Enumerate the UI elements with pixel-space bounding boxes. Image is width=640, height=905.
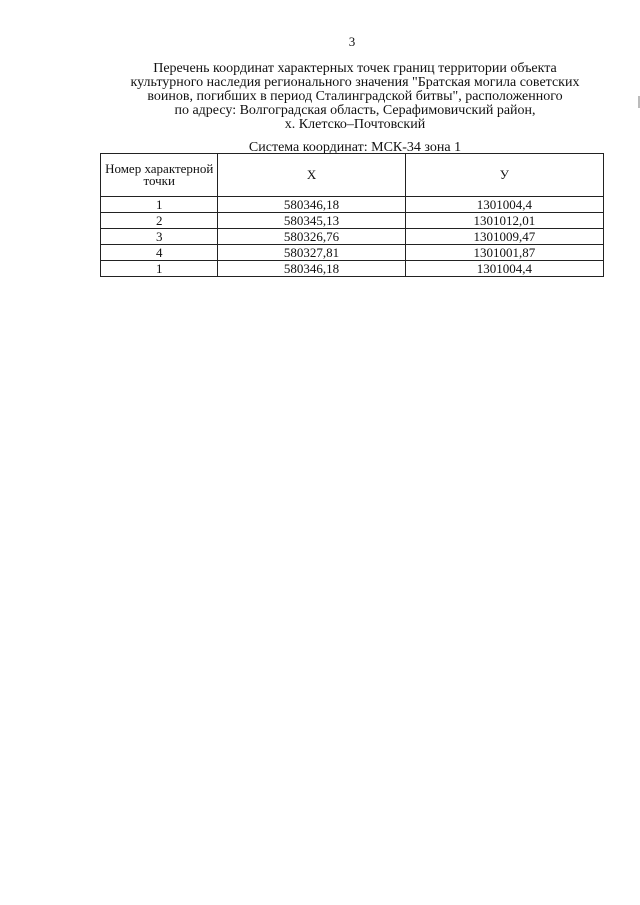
cell-y: 1301001,87 (405, 245, 603, 261)
coordinates-table (100, 153, 604, 277)
header-y: У (405, 154, 603, 197)
table-row (101, 229, 604, 245)
cell-point-number: 1 (101, 197, 218, 213)
cell-y: 1301012,01 (405, 213, 603, 229)
table-row (101, 261, 604, 277)
document-title (100, 62, 610, 132)
page-number: 3 (348, 34, 356, 49)
cell-x: 580346,18 (218, 197, 405, 213)
cell-x: 580327,81 (218, 245, 405, 261)
coordinate-system-label: Система координат: МСК-34 зона 1 (248, 140, 462, 155)
cell-point-number: 3 (101, 229, 218, 245)
table-row (101, 197, 604, 213)
title-line: воинов, погибших в период Сталинградской битвы", расположенного (147, 89, 563, 104)
cell-y: 1301004,4 (405, 197, 603, 213)
cell-point-number: 2 (101, 213, 218, 229)
table-header-row (101, 154, 604, 197)
cell-point-number: 1 (101, 261, 218, 277)
table-row (101, 213, 604, 229)
title-line: культурного наследия регионального значения "Братская могила советских (130, 75, 580, 90)
title-line: по адресу: Волгоградская область, Серафимовичский район, (174, 103, 536, 118)
header-x: X (218, 154, 405, 197)
cell-x: 580346,18 (218, 261, 405, 277)
title-line: Перечень координат характерных точек границ территории объекта (153, 61, 557, 76)
table-row (101, 245, 604, 261)
title-line: х. Клетско–Почтовский (284, 117, 426, 132)
cell-y: 1301004,4 (405, 261, 603, 277)
cell-x: 580326,76 (218, 229, 405, 245)
cell-point-number: 4 (101, 245, 218, 261)
cell-y: 1301009,47 (405, 229, 603, 245)
header-point-number: Номер характерной точки (101, 154, 218, 197)
cell-x: 580345,13 (218, 213, 405, 229)
